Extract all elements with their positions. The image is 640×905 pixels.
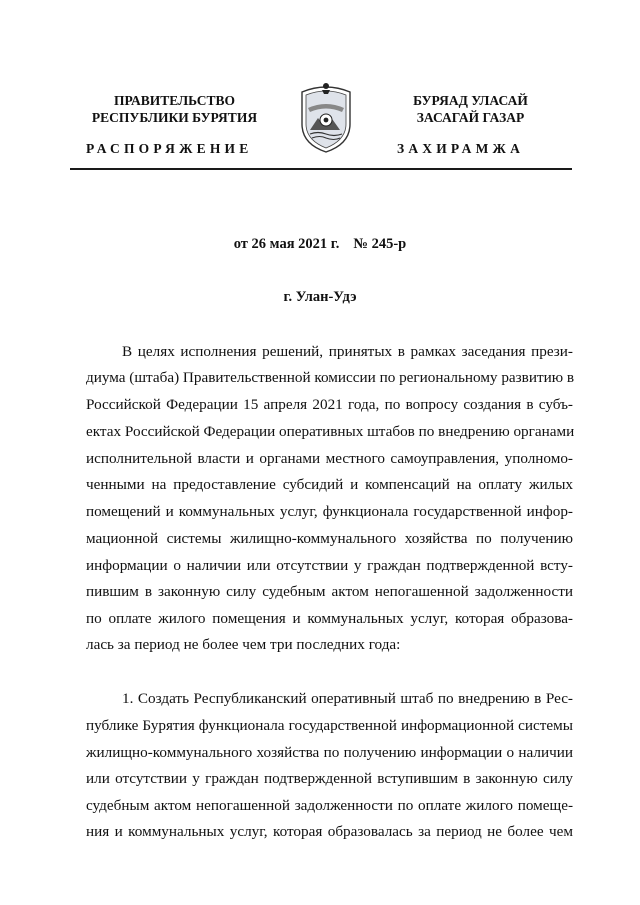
document-date: от 26 мая 2021 г.	[233, 236, 340, 252]
document-number: № 245-р	[353, 236, 407, 252]
header-right-org	[368, 92, 573, 126]
preamble-line: лась за период не более чем три последних года:	[86, 636, 401, 653]
header-left-org-line-2: РЕСПУБЛИКИ БУРЯТИЯ	[91, 110, 258, 125]
header-divider	[70, 168, 572, 170]
preamble-line: пившим в законную силу судебным актом непогашенной задолженности	[86, 583, 573, 600]
preamble-line: В целях исполнения решений, принятых в рамках заседания прези-	[122, 343, 573, 360]
item-1-line: публике Бурятия функционала государственной информационной системы	[86, 717, 573, 734]
item-1-line: или отсутствии у граждан подтвержденной вступившим в законную силу	[86, 770, 573, 787]
header-left-org-line-1: ПРАВИТЕЛЬСТВО	[113, 93, 235, 108]
preamble-line: Российской Федерации 15 апреля 2021 года, по вопросу создания в субъ-	[86, 396, 573, 413]
doc-type-left: РАСПОРЯЖЕНИЕ	[86, 141, 253, 156]
header-right-org-line-1: БУРЯАД УЛАСАЙ	[413, 93, 528, 108]
preamble-line: информации о наличии или отсутствии у граждан подтвержденной всту-	[86, 557, 573, 574]
document-date-line	[0, 236, 640, 253]
preamble-line: ектах Российской Федерации оперативных штабов по внедрению органами	[86, 423, 575, 440]
header-left-org	[72, 92, 277, 126]
preamble-line: помещений и коммунальных услуг, функционала государственной инфор-	[86, 503, 573, 520]
item-1-line: жилищно-коммунального хозяйства по получению информации о наличии	[86, 744, 573, 761]
item-1-line: ния и коммунальных услуг, которая образовалась за период не более чем	[86, 823, 573, 840]
preamble-line: диума (штаба) Правительственной комиссии по региональному развитию в	[86, 369, 575, 386]
preamble-line: по оплате жилого помещения и коммунальных услуг, которая образова-	[86, 610, 573, 627]
preamble-line: ченными на предоставление субсидий и компенсаций на оплату жилых	[86, 476, 573, 493]
item-1-line: 1. Создать Республиканский оперативный штаб по внедрению в Рес-	[122, 690, 573, 707]
document-city: г. Улан-Удэ	[283, 289, 357, 305]
preamble-line: исполнительной власти и органами местного самоуправления, уполномо-	[86, 450, 573, 467]
preamble-line: мационной системы жилищно-коммунального хозяйства по получению	[86, 530, 573, 547]
doc-type-right: ЗАХИРАМЖА	[397, 141, 525, 156]
coat-of-arms-icon	[298, 78, 354, 154]
header-right-org-line-2: ЗАСАГАЙ ГАЗАР	[416, 110, 525, 125]
item-1-line: судебным актом непогашенной задолженности по оплате жилого помеще-	[86, 797, 573, 814]
